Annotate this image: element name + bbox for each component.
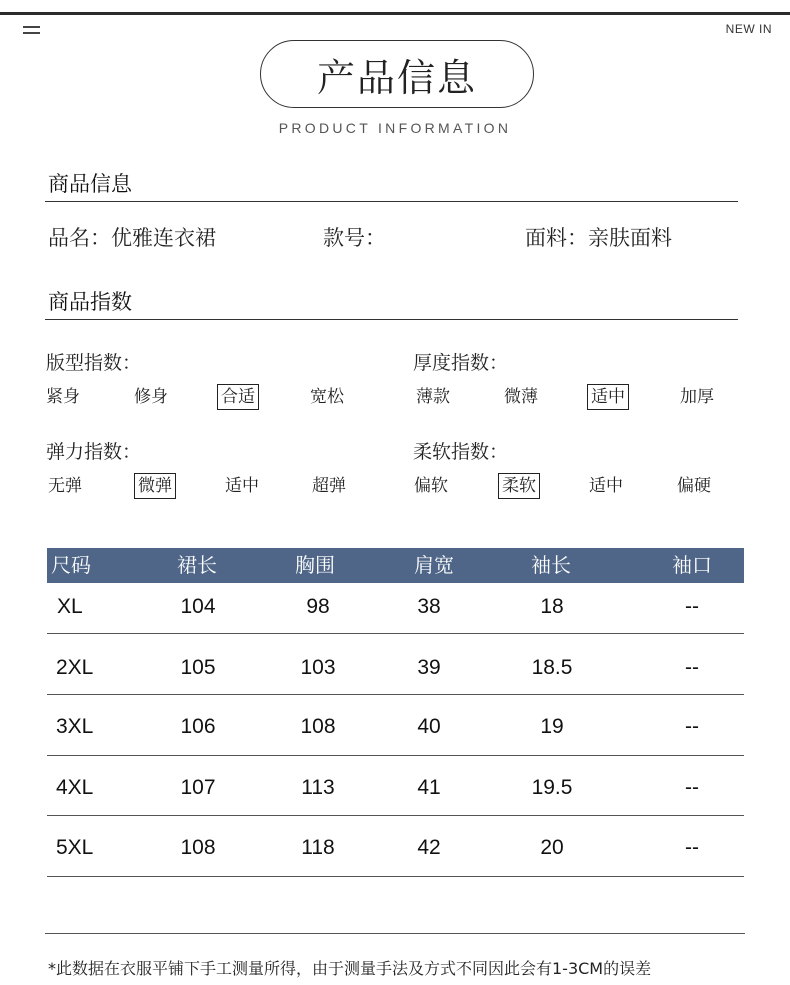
style-number: 款号： (323, 226, 386, 250)
cell-dress-length: 104 (180, 595, 216, 618)
header-bust: 胸围 (295, 553, 335, 577)
product-info-title: 商品信息 (48, 172, 132, 196)
table-row (47, 583, 744, 634)
cell-dress-length: 106 (180, 715, 216, 738)
product-name: 品名：优雅连衣裙 (48, 226, 216, 250)
table-row (47, 634, 744, 695)
cell-cuff: -- (685, 656, 699, 679)
elasticity-option-selected: 微弹 (134, 473, 176, 499)
new-in-label: NEW IN (725, 22, 772, 36)
header-size: 尺码 (51, 553, 91, 577)
cell-dress-length: 108 (180, 836, 216, 859)
softness-option: 偏硬 (677, 476, 711, 496)
page-subtitle: PRODUCT INFORMATION (278, 120, 512, 136)
cell-sleeve-length: 19 (540, 715, 564, 738)
cell-size: XL (57, 595, 83, 618)
header-sleeve-length: 袖长 (531, 553, 571, 577)
cell-sleeve-length: 20 (540, 836, 564, 859)
elasticity-option: 无弹 (48, 476, 82, 496)
table-row (47, 695, 744, 756)
thickness-option: 微薄 (504, 387, 538, 407)
cell-size: 4XL (56, 776, 94, 799)
cell-bust: 103 (300, 656, 336, 679)
softness-index-label: 柔软指数： (413, 441, 509, 463)
cell-bust: 108 (300, 715, 336, 738)
header-dress-length: 裙长 (177, 553, 217, 577)
cell-cuff: -- (685, 776, 699, 799)
header-shoulder: 肩宽 (414, 553, 454, 577)
cell-sleeve-length: 18 (540, 595, 564, 618)
page-title: 产品信息 (260, 40, 534, 108)
table-row (47, 756, 744, 816)
fit-option-selected: 合适 (217, 384, 259, 410)
elasticity-option: 适中 (225, 476, 259, 496)
cell-size: 3XL (56, 715, 94, 738)
softness-option-selected: 柔软 (498, 473, 540, 499)
header-cuff: 袖口 (672, 553, 712, 577)
cell-cuff: -- (685, 836, 699, 859)
cell-dress-length: 107 (180, 776, 216, 799)
size-table-header (47, 548, 744, 583)
fit-option: 修身 (134, 387, 168, 407)
top-rule (0, 12, 790, 15)
thickness-option-selected: 适中 (587, 384, 629, 410)
softness-option: 适中 (589, 476, 623, 496)
fit-option: 宽松 (310, 387, 344, 407)
menu-icon[interactable] (23, 26, 40, 36)
cell-shoulder: 40 (417, 715, 441, 738)
cell-shoulder: 38 (417, 595, 441, 618)
cell-size: 5XL (56, 836, 94, 859)
fit-option: 紧身 (46, 387, 80, 407)
thickness-index-label: 厚度指数： (413, 352, 509, 374)
cell-dress-length: 105 (180, 656, 216, 679)
index-section-title: 商品指数 (48, 290, 132, 314)
elasticity-option: 超弹 (312, 476, 346, 496)
cell-bust: 118 (301, 836, 335, 859)
cell-sleeve-length: 19.5 (531, 776, 573, 799)
softness-option: 偏软 (414, 476, 448, 496)
cell-cuff: -- (685, 595, 699, 618)
cell-size: 2XL (56, 656, 94, 679)
thickness-option: 薄款 (416, 387, 450, 407)
cell-sleeve-length: 18.5 (531, 656, 573, 679)
measurement-footnote: *此数据在衣服平铺下手工测量所得，由于测量手法及方式不同因此会有1-3CM的误差 (48, 959, 652, 978)
cell-bust: 113 (301, 776, 335, 799)
table-row (47, 816, 744, 877)
footer-divider (45, 933, 745, 934)
cell-shoulder: 39 (417, 656, 441, 679)
fit-index-label: 版型指数： (46, 352, 142, 374)
divider (45, 201, 738, 202)
cell-shoulder: 42 (417, 836, 441, 859)
fabric: 面料：亲肤面料 (525, 226, 672, 250)
cell-shoulder: 41 (417, 776, 441, 799)
thickness-option: 加厚 (680, 387, 714, 407)
divider (45, 319, 738, 320)
elasticity-index-label: 弹力指数： (46, 441, 142, 463)
cell-cuff: -- (685, 715, 699, 738)
cell-bust: 98 (306, 595, 330, 618)
